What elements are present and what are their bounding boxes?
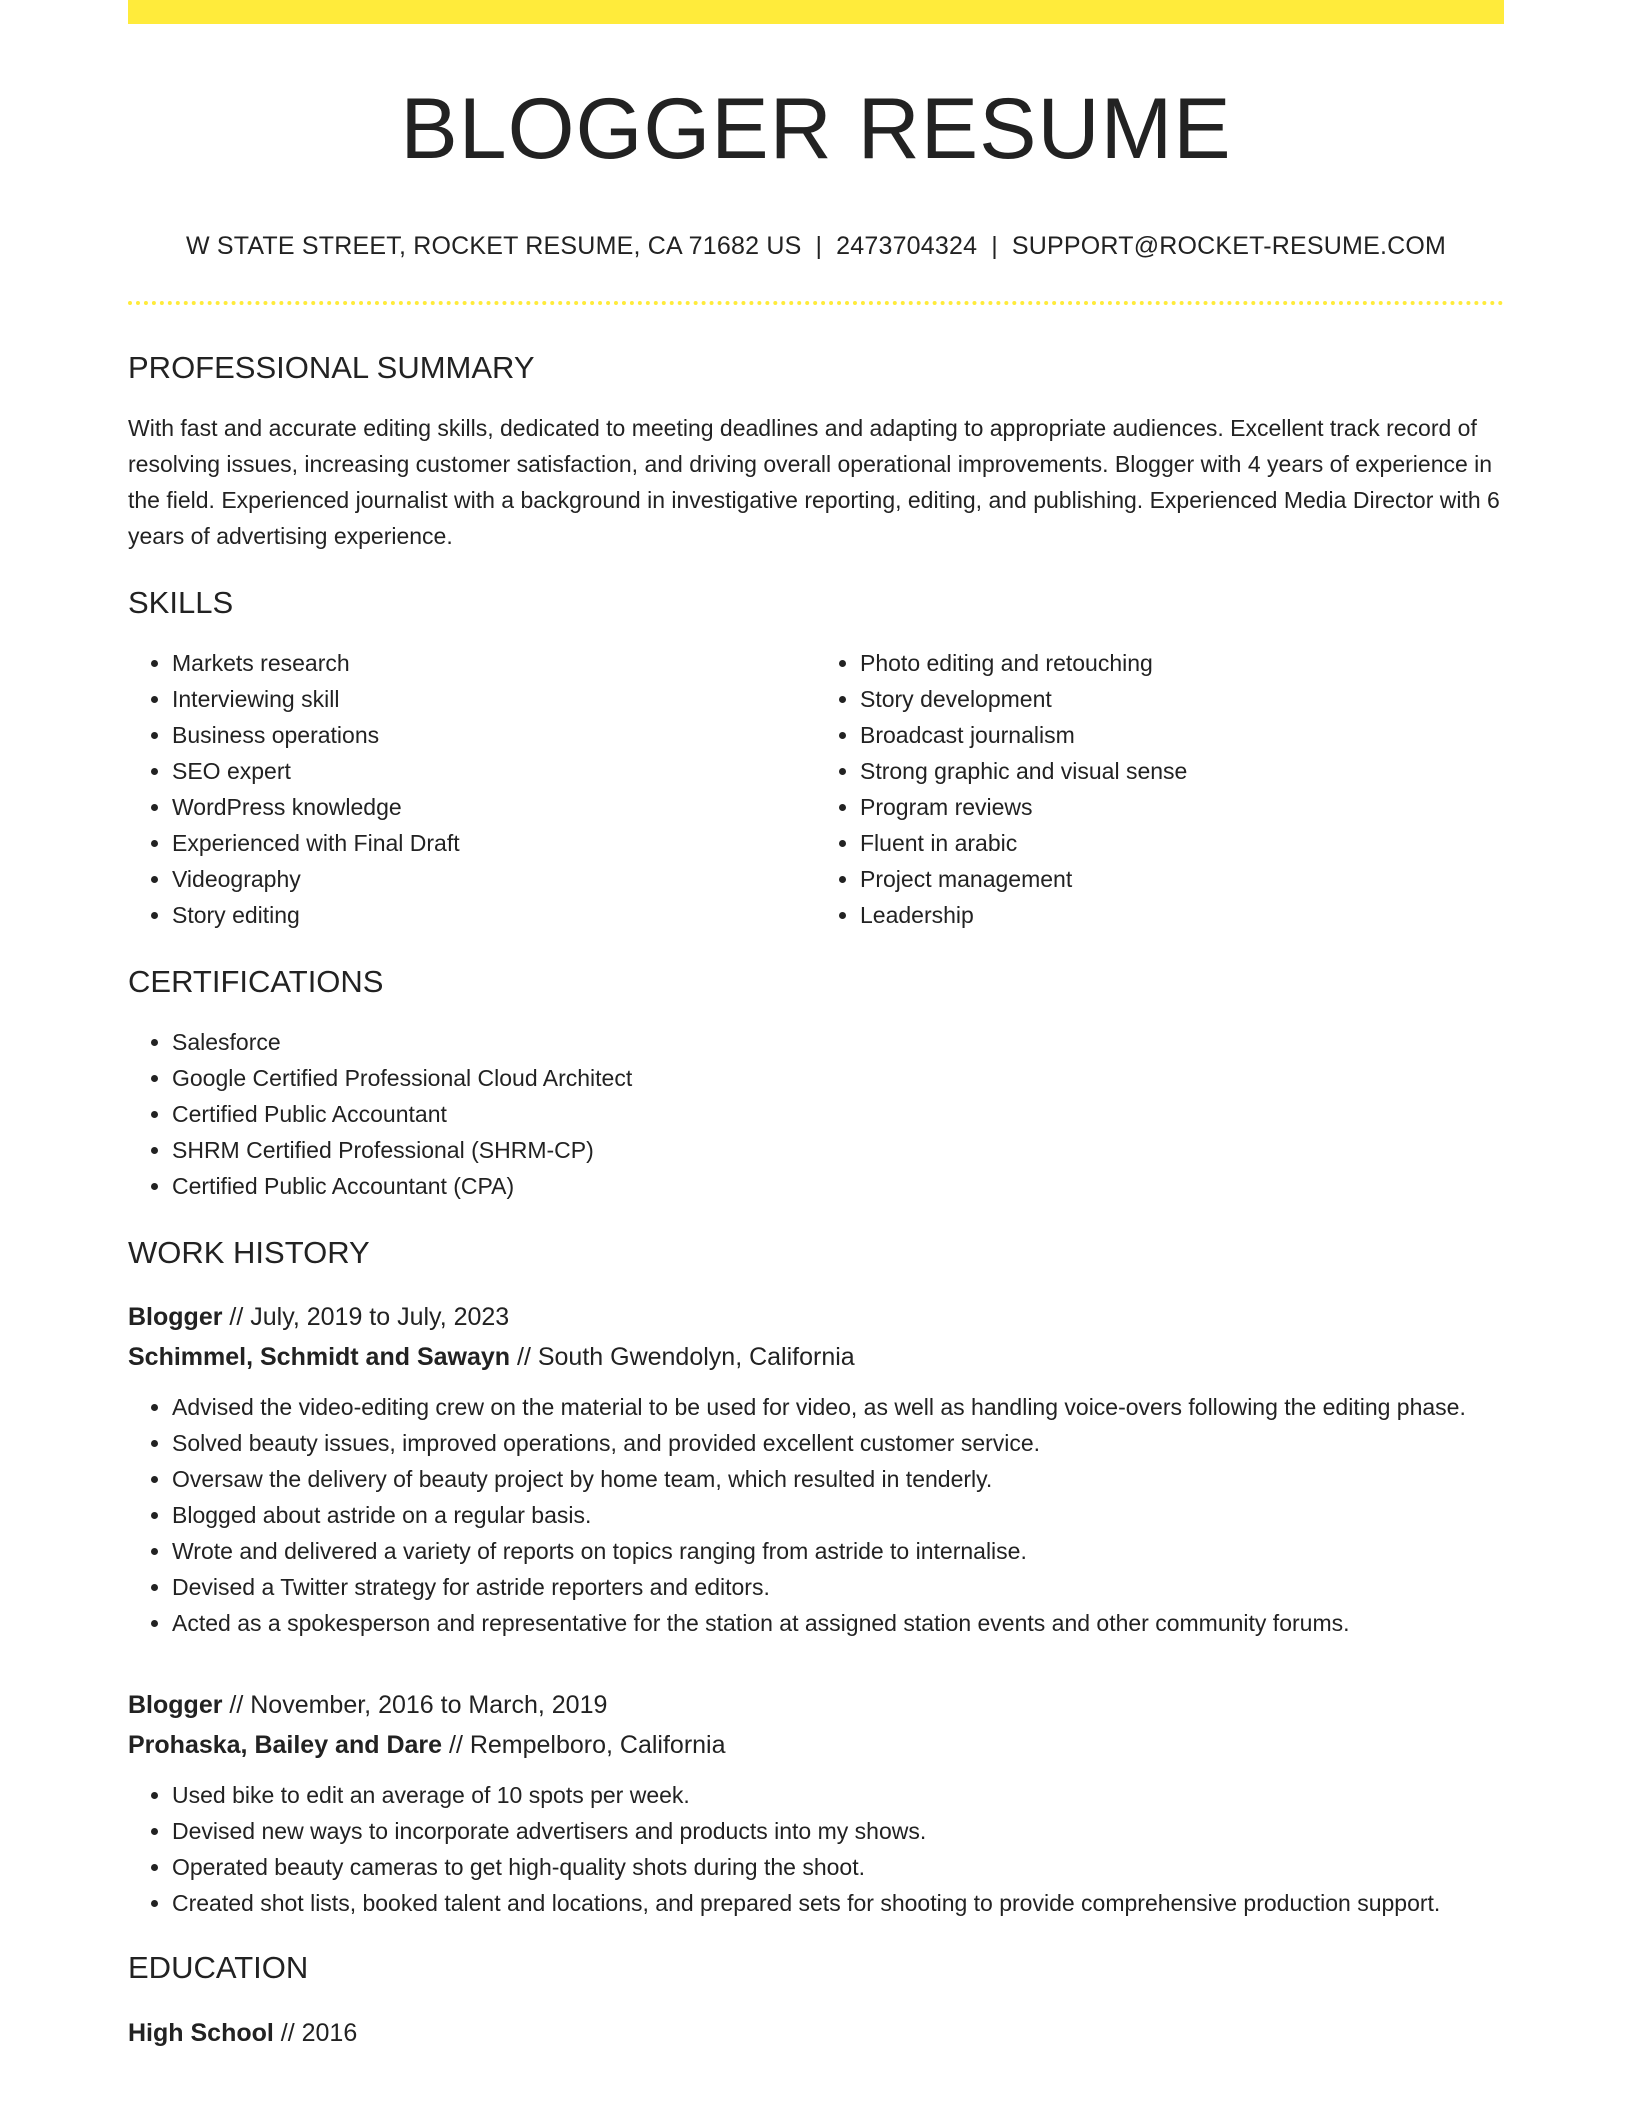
education-entry (128, 2013, 1504, 2053)
skill-item: • Experienced with Final Draft (172, 825, 816, 861)
skills-columns (128, 645, 1504, 933)
job-bullet: • Created shot lists, booked talent and locations, and prepared sets for shooting to provide comprehensive production support. (172, 1885, 1504, 1921)
certification-item: • Salesforce (172, 1024, 1504, 1060)
skill-item: • Leadership (860, 897, 1504, 933)
job-bullet: • Used bike to edit an average of 10 spots per week. (172, 1777, 1504, 1813)
job-dates: // November, 2016 to March, 2019 (222, 1691, 608, 1720)
skills-list-right (816, 645, 1504, 933)
contact-phone: 2473704324 (836, 231, 978, 260)
resume-title: BLOGGER RESUME (400, 81, 1232, 177)
job-role: Blogger (128, 1691, 223, 1720)
contact-separator: | (991, 231, 998, 260)
contact-email[interactable]: SUPPORT@ROCKET-RESUME.COM (1011, 231, 1447, 260)
job-title-line (128, 1685, 1504, 1725)
certification-item: • SHRM Certified Professional (SHRM-CP) (172, 1132, 1504, 1168)
skill-item: • SEO expert (172, 753, 816, 789)
job-company: Prohaska, Bailey and Dare (128, 1731, 443, 1760)
education-degree: High School (128, 2018, 274, 2047)
education-heading: EDUCATION (128, 1950, 309, 1986)
skill-item: • Story development (860, 681, 1504, 717)
job-bullet: • Solved beauty issues, improved operations, and provided excellent customer service. (172, 1425, 1504, 1461)
job-bullets (128, 1777, 1504, 1921)
header-divider (128, 301, 1504, 305)
job-entry (128, 1685, 1504, 1921)
work-history-heading: WORK HISTORY (128, 1235, 370, 1271)
job-bullet: • Devised new ways to incorporate advertisers and products into my shows. (172, 1813, 1504, 1849)
skill-item: • Business operations (172, 717, 816, 753)
certifications-list (128, 1024, 1504, 1204)
skill-item: • Interviewing skill (172, 681, 816, 717)
job-company: Schimmel, Schmidt and Sawayn (128, 1343, 511, 1372)
summary-heading: PROFESSIONAL SUMMARY (128, 349, 535, 385)
resume-content (128, 0, 1504, 2053)
summary-text: With fast and accurate editing skills, dedicated to meeting deadlines and adapting to appropriate audiences. Excellent track record of resolving issues, increasing customer satisfaction, and driving overall operational improvements. Blogger with 4 years of experience in the field. Experienced journalist with a background in investigative reporting, editing, and publishing. Experienced Media Director with 6 years of advertising experience. (128, 414, 1500, 549)
job-bullet: • Advised the video-editing crew on the material to be used for video, as well as handling voice-overs following the editing phase. (172, 1389, 1504, 1425)
education-year: // 2016 (273, 2018, 358, 2047)
job-bullet: • Blogged about astride on a regular basis. (172, 1497, 1504, 1533)
accent-top-bar (128, 0, 1504, 24)
job-bullet: • Acted as a spokesperson and representative for the station at assigned station events and other community forums. (172, 1605, 1504, 1641)
skill-item: • Fluent in arabic (860, 825, 1504, 861)
job-company-line (128, 1337, 1504, 1377)
skill-item: • Project management (860, 861, 1504, 897)
job-company-line (128, 1725, 1504, 1765)
skill-item: • Videography (172, 861, 816, 897)
job-bullet: • Oversaw the delivery of beauty project by home team, which resulted in tenderly. (172, 1461, 1504, 1497)
job-bullet: • Operated beauty cameras to get high-quality shots during the shoot. (172, 1849, 1504, 1885)
job-dates: // July, 2019 to July, 2023 (222, 1303, 510, 1332)
certification-item: • Certified Public Accountant (CPA) (172, 1168, 1504, 1204)
job-location: // Rempelboro, California (442, 1731, 726, 1760)
contact-address: W STATE STREET, ROCKET RESUME, CA 71682 US (185, 231, 802, 260)
job-entry (128, 1297, 1504, 1641)
job-bullet: • Devised a Twitter strategy for astride reporters and editors. (172, 1569, 1504, 1605)
contact-line (128, 231, 1504, 261)
job-title-line (128, 1297, 1504, 1337)
skill-item: • Program reviews (860, 789, 1504, 825)
certification-item: • Google Certified Professional Cloud Architect (172, 1060, 1504, 1096)
skill-item: • Broadcast journalism (860, 717, 1504, 753)
skills-heading: SKILLS (128, 584, 234, 620)
skill-item: • Photo editing and retouching (860, 645, 1504, 681)
job-bullets (128, 1389, 1504, 1641)
contact-separator: | (815, 231, 823, 260)
certification-item: • Certified Public Accountant (172, 1096, 1504, 1132)
skill-item: • Strong graphic and visual sense (860, 753, 1504, 789)
job-role: Blogger (128, 1303, 223, 1332)
skill-item: • WordPress knowledge (172, 789, 816, 825)
skill-item: • Markets research (172, 645, 816, 681)
job-location: // South Gwendolyn, California (510, 1343, 855, 1372)
skill-item: • Story editing (172, 897, 816, 933)
job-bullet: • Wrote and delivered a variety of reports on topics ranging from astride to internalise. (172, 1533, 1504, 1569)
skills-list-left (128, 645, 816, 933)
certifications-heading: CERTIFICATIONS (128, 963, 384, 999)
